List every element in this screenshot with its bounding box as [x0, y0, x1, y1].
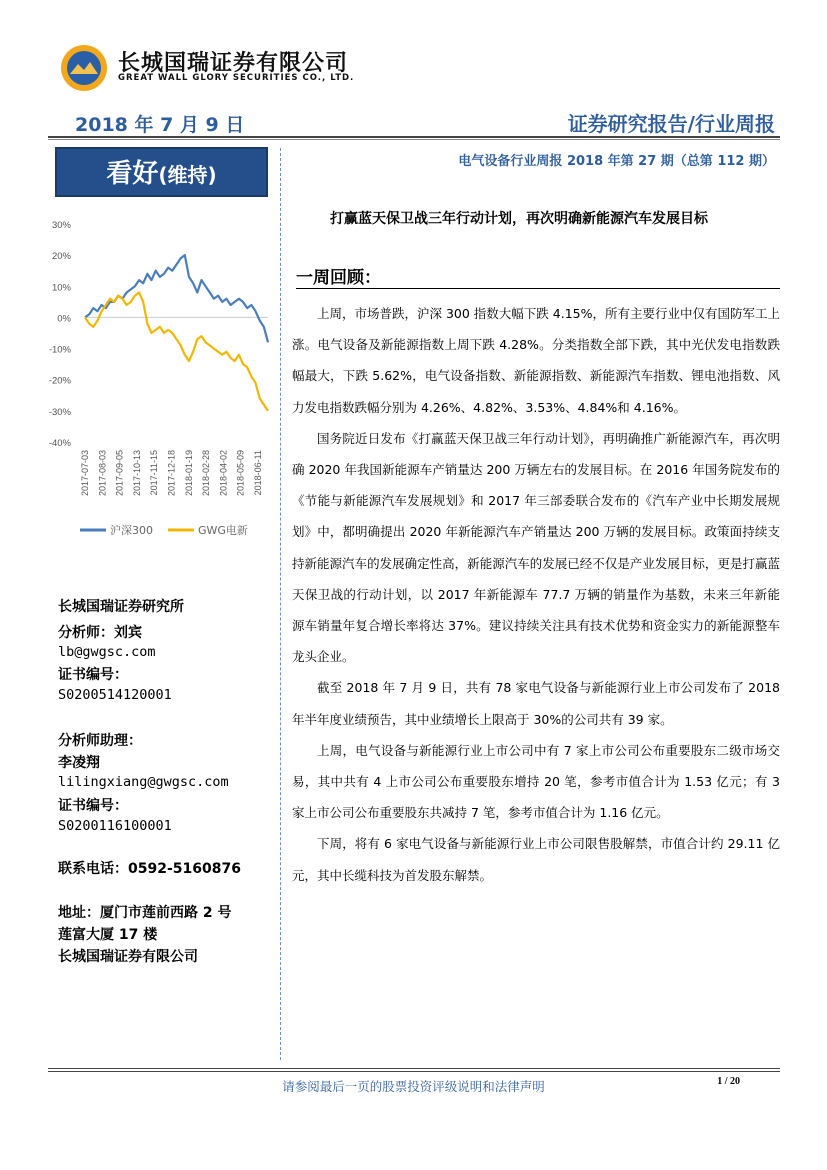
company-logo	[60, 44, 108, 92]
company-name-en: GREAT WALL GLORY SECURITIES CO., LTD.	[118, 73, 355, 83]
report-type: 证券研究报告/行业周报	[567, 112, 775, 136]
y-tick-label: -40%	[48, 438, 71, 449]
x-tick-label: 2017-07-03	[80, 450, 90, 497]
company-name-cn: 长城国瑞证券有限公司	[118, 51, 349, 76]
x-tick-label: 2017-12-18	[166, 450, 177, 497]
x-tick-label: 2018-02-28	[201, 450, 212, 497]
header-divider-thin	[48, 139, 780, 140]
page-number: 1 / 20	[717, 1076, 740, 1087]
paragraph: 上周，市场普跌，沪深 300 指数大幅下跌 4.15%，所有主要行业中仅有国防军工上涨。电气设备及新能源指数上周下跌 4.28%。分类指数全部下跌，其中光伏发电指数跌幅最大，下跌 5.62%，电气设备指数、新能源指数、新能源汽车指数、锂电池指数、风力发电指数跌幅分别为 4.26%、4.82%、3.53%、4.84%和 4.16%。	[292, 306, 780, 415]
report-date: 2018 年 7 月 9 日	[75, 114, 245, 136]
footer-divider	[48, 1068, 780, 1069]
series-line-hs300	[85, 255, 268, 342]
paragraph: 国务院近日发布《打赢蓝天保卫战三年行动计划》，再明确推广新能源汽车，再次明确 2020 年我国新能源车产销量达 200 万辆左右的发展目标。在 2016 年国务院发布的《节能与新能源汽车发展规划》和 2017 年三部委联合发布的《汽车产业中长期发展规划》中，都明确提出 2020 年新能源汽车产销量达 200 万辆的发展目标。政策面持续支持新能源汽车的发展确定性高，新能源汽车的发展已经不仅是产业发展目标，更是打赢蓝天保卫战的行动计划，以 2017 年新能源车 77.7 万辆的销量作为基数，未来三年新能源车销量年复合增长率将达 37%。建议持续关注具有技术优势和资金实力的新能源整车龙头企业。	[292, 430, 780, 665]
rating-main: 看好	[106, 159, 159, 189]
y-tick-label: 20%	[51, 251, 71, 263]
assistant-email[interactable]: lilingxiang@gwgsc.com	[58, 774, 229, 790]
x-tick-label: 2018-04-02	[218, 450, 229, 497]
report-body	[292, 298, 780, 891]
legend-label-hs300: 沪深300	[110, 524, 153, 537]
analyst-email[interactable]: lb@gwgsc.com	[58, 644, 156, 660]
paragraph: 下周，将有 6 家电气设备与新能源行业上市公司限售股解禁，市值合计约 29.11 亿元，其中长缆科技为首发股东解禁。	[292, 836, 780, 883]
y-tick-label: -10%	[48, 344, 71, 356]
footer-divider-2	[48, 1071, 780, 1072]
performance-chart	[40, 210, 280, 550]
cert-number-2: S0200116100001	[58, 818, 172, 834]
address-line-1: 地址：厦门市莲前西路 2 号	[58, 905, 232, 921]
institute: 长城国瑞证券研究所	[58, 599, 184, 615]
header-divider	[48, 136, 780, 138]
section-underline	[296, 288, 780, 289]
y-tick-label: 10%	[51, 282, 71, 294]
x-tick-label: 2017-11-15	[149, 450, 160, 496]
y-tick-label: 0%	[57, 313, 71, 325]
y-tick-label: 30%	[51, 220, 71, 231]
paragraph: 上周，电气设备与新能源行业上市公司中有 7 家上市公司公布重要股东二级市场交易，其中共有 4 上市公司公布重要股东增持 20 笔，参考市值合计为 1.53 亿元；有 3 家上市公司公布重要股东共减持 7 笔，参考市值合计为 1.16 亿元。	[292, 742, 780, 821]
rating-sub: (维持)	[158, 163, 217, 187]
x-tick-label: 2018-05-09	[235, 450, 246, 497]
series-line-gwg	[85, 293, 268, 411]
analyst: 分析师：刘宾	[58, 625, 142, 641]
address-line-3: 长城国瑞证券有限公司	[58, 949, 198, 965]
paragraph: 截至 2018 年 7 月 9 日，共有 78 家电气设备与新能源行业上市公司发布了 2018 年半年度业绩预告，其中业绩增长上限高于 30%的公司共有 39 家。	[292, 680, 780, 727]
rating-box	[55, 147, 268, 197]
issue-line: 电气设备行业周报 2018 年第 27 期（总第 112 期）	[458, 154, 775, 169]
x-tick-label: 2017-09-05	[114, 450, 125, 497]
y-tick-label: -30%	[48, 406, 71, 418]
column-divider	[280, 148, 281, 1060]
x-tick-label: 2017-10-13	[131, 450, 142, 497]
section-heading: 一周回顾：	[296, 268, 381, 288]
x-tick-label: 2017-08-03	[97, 450, 108, 497]
address-line-2: 莲富大厦 17 楼	[58, 927, 158, 943]
x-tick-label: 2018-06-11	[253, 450, 263, 496]
footer-disclaimer: 请参阅最后一页的股票投资评级说明和法律声明	[282, 1079, 545, 1094]
cert-number: S0200514120001	[58, 687, 172, 703]
legend-label-gwg: GWG电新	[198, 524, 248, 537]
contact-phone: 联系电话：0592-5160876	[58, 861, 241, 877]
assistant-name: 李凌翔	[58, 755, 100, 771]
y-tick-label: -20%	[48, 375, 71, 387]
x-tick-label: 2018-01-19	[183, 450, 194, 497]
cert-label-2: 证书编号：	[58, 798, 128, 814]
assistant-label: 分析师助理：	[58, 733, 142, 749]
cert-label: 证书编号：	[58, 667, 128, 683]
report-title: 打赢蓝天保卫战三年行动计划，再次明确新能源汽车发展目标	[330, 211, 708, 227]
